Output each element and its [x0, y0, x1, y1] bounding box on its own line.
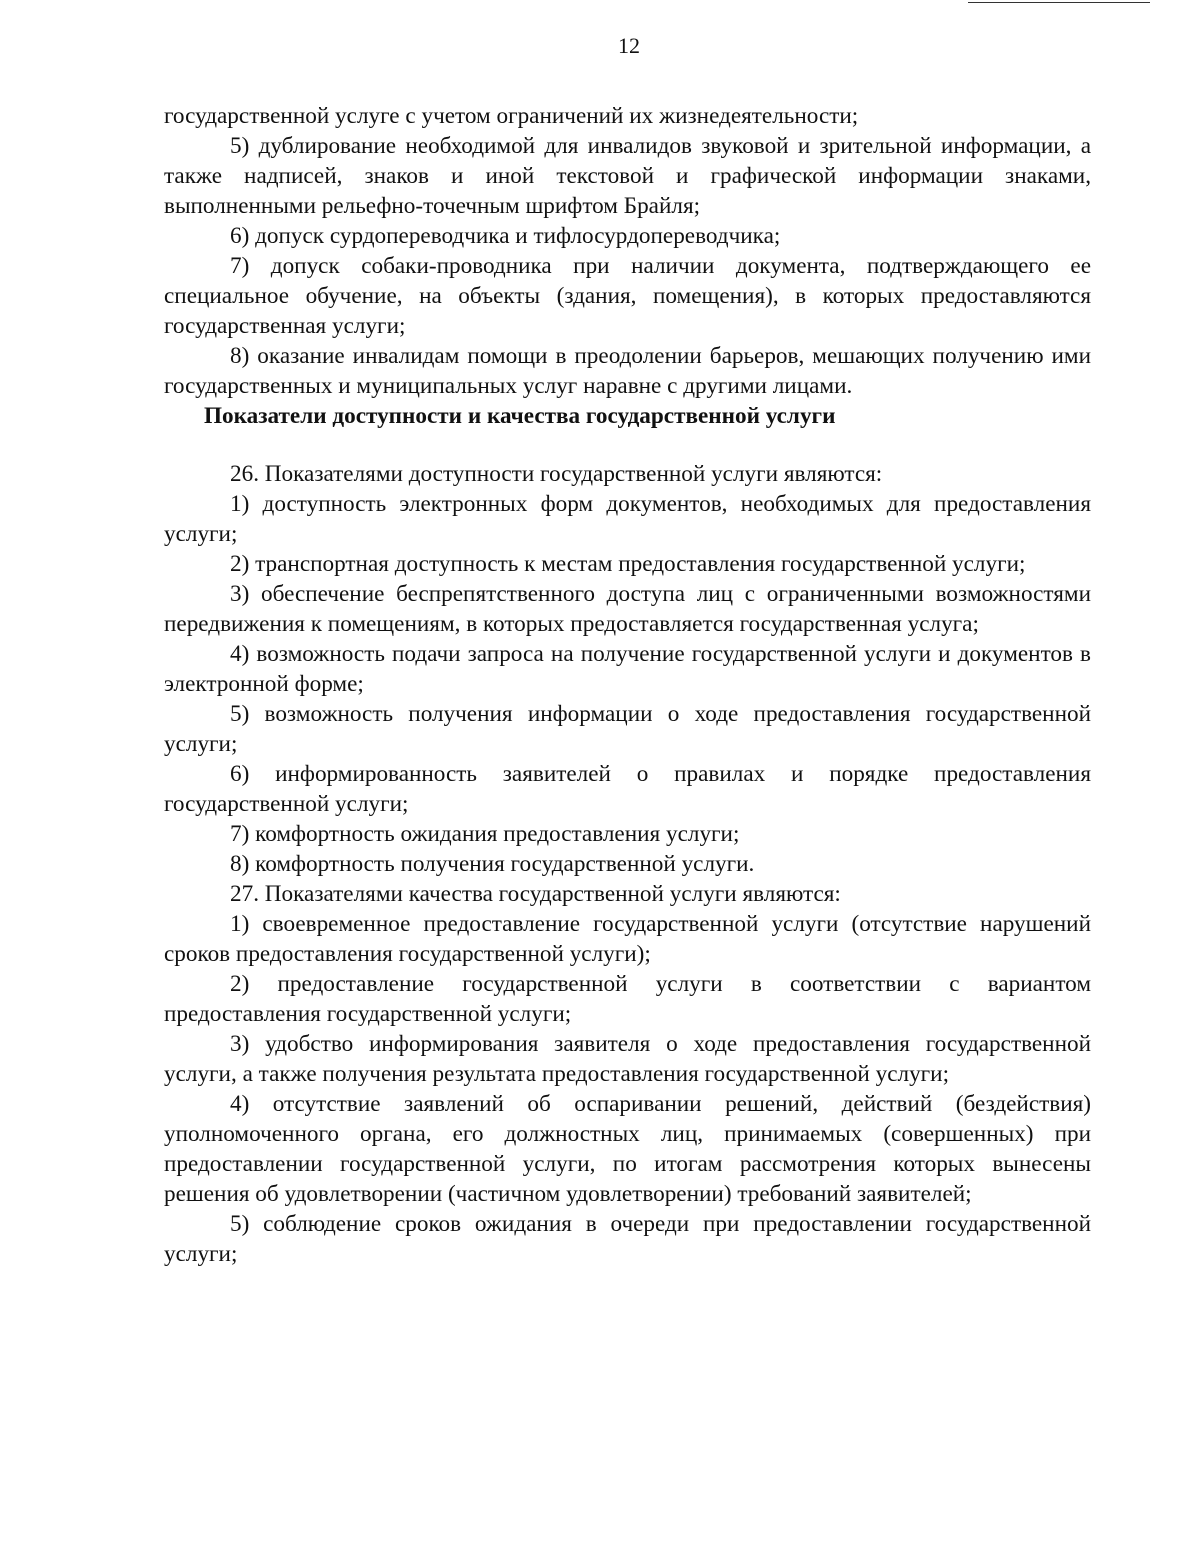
paragraph: 1) своевременное предоставление государственной услуги (отсутствие нарушений сроков предоставления государственной услуги); — [164, 911, 1091, 967]
paragraph: 5) возможность получения информации о ходе предоставления государственной услуги; — [164, 701, 1091, 757]
paragraph: 27. Показателями качества государственной услуги являются: — [230, 881, 841, 907]
paragraph: 4) возможность подачи запроса на получение государственной услуги и документов в электронной форме; — [164, 641, 1091, 697]
section-heading: Показатели доступности и качества государственной услуги — [204, 403, 836, 429]
paragraph: 2) транспортная доступность к местам предоставления государственной услуги; — [230, 551, 1026, 577]
paragraph: 3) обеспечение беспрепятственного доступа лиц с ограниченными возможностями передвижения к помещениям, в которых предоставляется государственная услуга; — [164, 581, 1091, 637]
paragraph: 26. Показателями доступности государственной услуги являются: — [230, 461, 883, 487]
paragraph: 7) комфортность ожидания предоставления услуги; — [230, 821, 740, 847]
paragraph: 5) соблюдение сроков ожидания в очереди при предоставлении государственной услуги; — [164, 1211, 1091, 1267]
paragraph: 5) дублирование необходимой для инвалидов звуковой и зрительной информации, а также надписей, знаков и иной текстовой и графической информации знаками, выполненными рельефно-точечным шрифтом Брайля; — [164, 133, 1091, 219]
paragraph: 2) предоставление государственной услуги в соответствии с вариантом предоставления государственной услуги; — [164, 971, 1091, 1027]
paragraph: 1) доступность электронных форм документов, необходимых для предоставления услуги; — [164, 491, 1091, 547]
paragraph: 6) допуск сурдопереводчика и тифлосурдопереводчика; — [230, 223, 781, 249]
paragraph: 4) отсутствие заявлений об оспаривании решений, действий (бездействия) уполномоченного органа, его должностных лиц, принимаемых (совершенных) при предоставлении государственной услуги, по итогам рассмотрения которых вынесены решения об удовлетворении (частичном удовлетворении) требований заявителей; — [164, 1091, 1091, 1207]
paragraph: 3) удобство информирования заявителя о ходе предоставления государственной услуги, а также получения результата предоставления государственной услуги; — [164, 1031, 1091, 1087]
document-body — [164, 101, 1091, 1269]
paragraph: 8) комфортность получения государственной услуги. — [230, 851, 755, 877]
paragraph: 6) информированность заявителей о правилах и порядке предоставления государственной услуги; — [164, 761, 1091, 817]
paragraph: 8) оказание инвалидам помощи в преодолении барьеров, мешающих получению ими государственных и муниципальных услуг наравне с другими лицами. — [164, 343, 1091, 399]
top-rule — [968, 2, 1150, 3]
paragraph: государственной услуге с учетом ограничений их жизнедеятельности; — [164, 103, 859, 129]
paragraph: 7) допуск собаки-проводника при наличии документа, подтверждающего ее специальное обучение, на объекты (здания, помещения), в которых предоставляются государственная услуги; — [164, 253, 1091, 339]
page-number: 12 — [618, 33, 640, 58]
